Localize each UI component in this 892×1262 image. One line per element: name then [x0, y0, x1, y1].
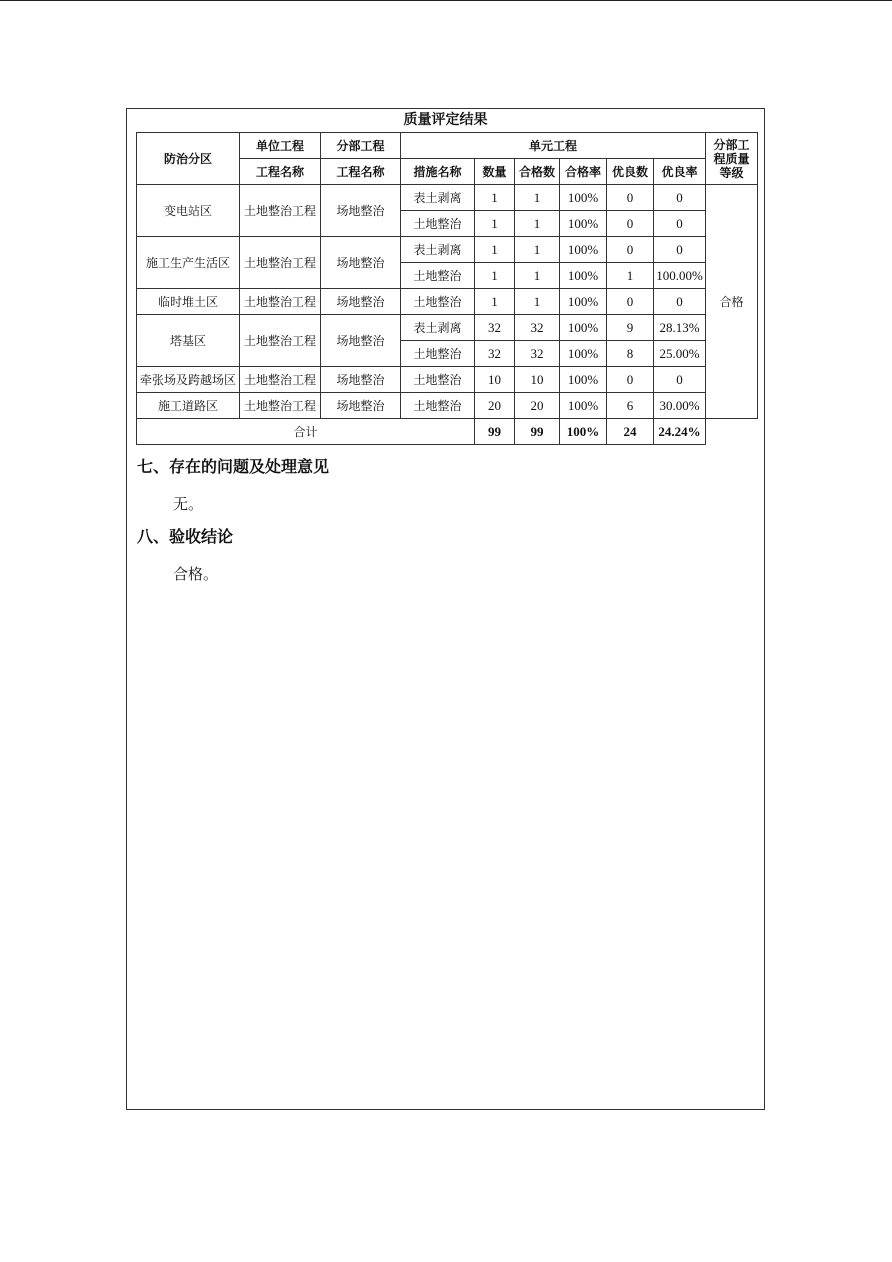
excellent-cell: 0	[607, 237, 654, 263]
qualified-rate-cell: 100%	[560, 367, 607, 393]
header-grade	[706, 133, 758, 185]
qualified-rate-cell: 100%	[560, 237, 607, 263]
section-8-heading: 八、验收结论	[137, 527, 234, 546]
header-element-project: 单元工程	[401, 133, 706, 159]
qualified-cell: 20	[515, 393, 560, 419]
page-top-rule	[0, 0, 892, 1]
excellent-cell: 0	[607, 185, 654, 211]
qualified-cell: 32	[515, 341, 560, 367]
zone-cell: 变电站区	[137, 185, 240, 237]
count-cell: 10	[475, 367, 515, 393]
qualified-cell: 10	[515, 367, 560, 393]
sub-name-cell: 场地整治	[321, 315, 401, 367]
section-7-body: 无。	[173, 495, 204, 513]
qualified-cell: 32	[515, 315, 560, 341]
total-qualified-rate: 100%	[560, 419, 607, 445]
qualified-cell: 1	[515, 263, 560, 289]
qualified-rate-cell: 100%	[560, 185, 607, 211]
measure-cell: 土地整治	[401, 211, 475, 237]
unit-name-cell: 土地整治工程	[240, 315, 321, 367]
zone-cell: 临时堆土区	[137, 289, 240, 315]
measure-cell: 土地整治	[401, 263, 475, 289]
table-row	[137, 289, 758, 315]
excellent-cell: 0	[607, 367, 654, 393]
excellent-cell: 1	[607, 263, 654, 289]
table-title: 质量评定结果	[403, 112, 488, 128]
qualified-rate-cell: 100%	[560, 341, 607, 367]
unit-name-cell: 土地整治工程	[240, 237, 321, 289]
total-row	[137, 419, 758, 445]
header-count: 数量	[475, 159, 515, 185]
sub-name-cell: 场地整治	[321, 289, 401, 315]
measure-cell: 土地整治	[401, 289, 475, 315]
measure-cell: 土地整治	[401, 393, 475, 419]
header-excellent-count: 优良数	[607, 159, 654, 185]
qualified-cell: 1	[515, 289, 560, 315]
excellent-rate-cell: 0	[654, 367, 706, 393]
header-grade-line3: 等级	[719, 165, 744, 180]
header-unit-project: 单位工程	[240, 133, 321, 159]
qualified-rate-cell: 100%	[560, 315, 607, 341]
total-label: 合计	[137, 419, 475, 445]
table-row	[137, 367, 758, 393]
unit-name-cell: 土地整治工程	[240, 393, 321, 419]
table-row	[137, 237, 758, 263]
sub-name-cell: 场地整治	[321, 185, 401, 237]
qualified-rate-cell: 100%	[560, 211, 607, 237]
section-8-body: 合格。	[173, 565, 219, 583]
qualified-rate-cell: 100%	[560, 393, 607, 419]
unit-name-cell: 土地整治工程	[240, 289, 321, 315]
qualified-cell: 1	[515, 237, 560, 263]
zone-cell: 施工生产生活区	[137, 237, 240, 289]
header-zone: 防治分区	[137, 133, 240, 185]
header-excellent-rate: 优良率	[654, 159, 706, 185]
measure-cell: 土地整治	[401, 341, 475, 367]
qualified-cell: 1	[515, 211, 560, 237]
unit-name-cell: 土地整治工程	[240, 367, 321, 393]
excellent-rate-cell: 0	[654, 289, 706, 315]
count-cell: 32	[475, 341, 515, 367]
excellent-cell: 9	[607, 315, 654, 341]
header-sub-project: 分部工程	[321, 133, 401, 159]
table-row	[137, 185, 758, 211]
count-cell: 20	[475, 393, 515, 419]
evaluation-frame	[126, 108, 765, 1110]
measure-cell: 表土剥离	[401, 315, 475, 341]
quality-assessment-table	[136, 132, 758, 445]
total-qualified: 99	[515, 419, 560, 445]
qualified-cell: 1	[515, 185, 560, 211]
sub-name-cell: 场地整治	[321, 237, 401, 289]
zone-cell: 施工道路区	[137, 393, 240, 419]
count-cell: 1	[475, 211, 515, 237]
count-cell: 1	[475, 185, 515, 211]
excellent-rate-cell: 25.00%	[654, 341, 706, 367]
zone-cell: 牵张场及跨越场区	[137, 367, 240, 393]
excellent-rate-cell: 0	[654, 185, 706, 211]
excellent-cell: 8	[607, 341, 654, 367]
total-excellent: 24	[607, 419, 654, 445]
measure-cell: 表土剥离	[401, 185, 475, 211]
excellent-rate-cell: 100.00%	[654, 263, 706, 289]
zone-cell: 塔基区	[137, 315, 240, 367]
excellent-rate-cell: 0	[654, 211, 706, 237]
excellent-rate-cell: 0	[654, 237, 706, 263]
table-row	[137, 315, 758, 341]
header-grade-line2: 程质量	[713, 151, 750, 166]
count-cell: 1	[475, 289, 515, 315]
sub-name-cell: 场地整治	[321, 367, 401, 393]
count-cell: 32	[475, 315, 515, 341]
header-unit-name: 工程名称	[240, 159, 321, 185]
excellent-cell: 0	[607, 289, 654, 315]
unit-name-cell: 土地整治工程	[240, 185, 321, 237]
table-body	[137, 185, 758, 445]
qualified-rate-cell: 100%	[560, 263, 607, 289]
grade-cell: 合格	[706, 185, 758, 419]
table-header	[137, 133, 758, 185]
count-cell: 1	[475, 237, 515, 263]
sub-name-cell: 场地整治	[321, 393, 401, 419]
total-excellent-rate: 24.24%	[654, 419, 706, 445]
count-cell: 1	[475, 263, 515, 289]
header-qualified-rate: 合格率	[560, 159, 607, 185]
qualified-rate-cell: 100%	[560, 289, 607, 315]
total-count: 99	[475, 419, 515, 445]
excellent-cell: 6	[607, 393, 654, 419]
header-grade-line1: 分部工	[713, 137, 750, 152]
header-qualified-count: 合格数	[515, 159, 560, 185]
header-row-1	[137, 133, 758, 159]
table-row	[137, 393, 758, 419]
header-sub-name: 工程名称	[321, 159, 401, 185]
section-7-heading: 七、存在的问题及处理意见	[137, 457, 330, 476]
measure-cell: 土地整治	[401, 367, 475, 393]
excellent-rate-cell: 28.13%	[654, 315, 706, 341]
excellent-rate-cell: 30.00%	[654, 393, 706, 419]
measure-cell: 表土剥离	[401, 237, 475, 263]
excellent-cell: 0	[607, 211, 654, 237]
header-measure-name: 措施名称	[401, 159, 475, 185]
